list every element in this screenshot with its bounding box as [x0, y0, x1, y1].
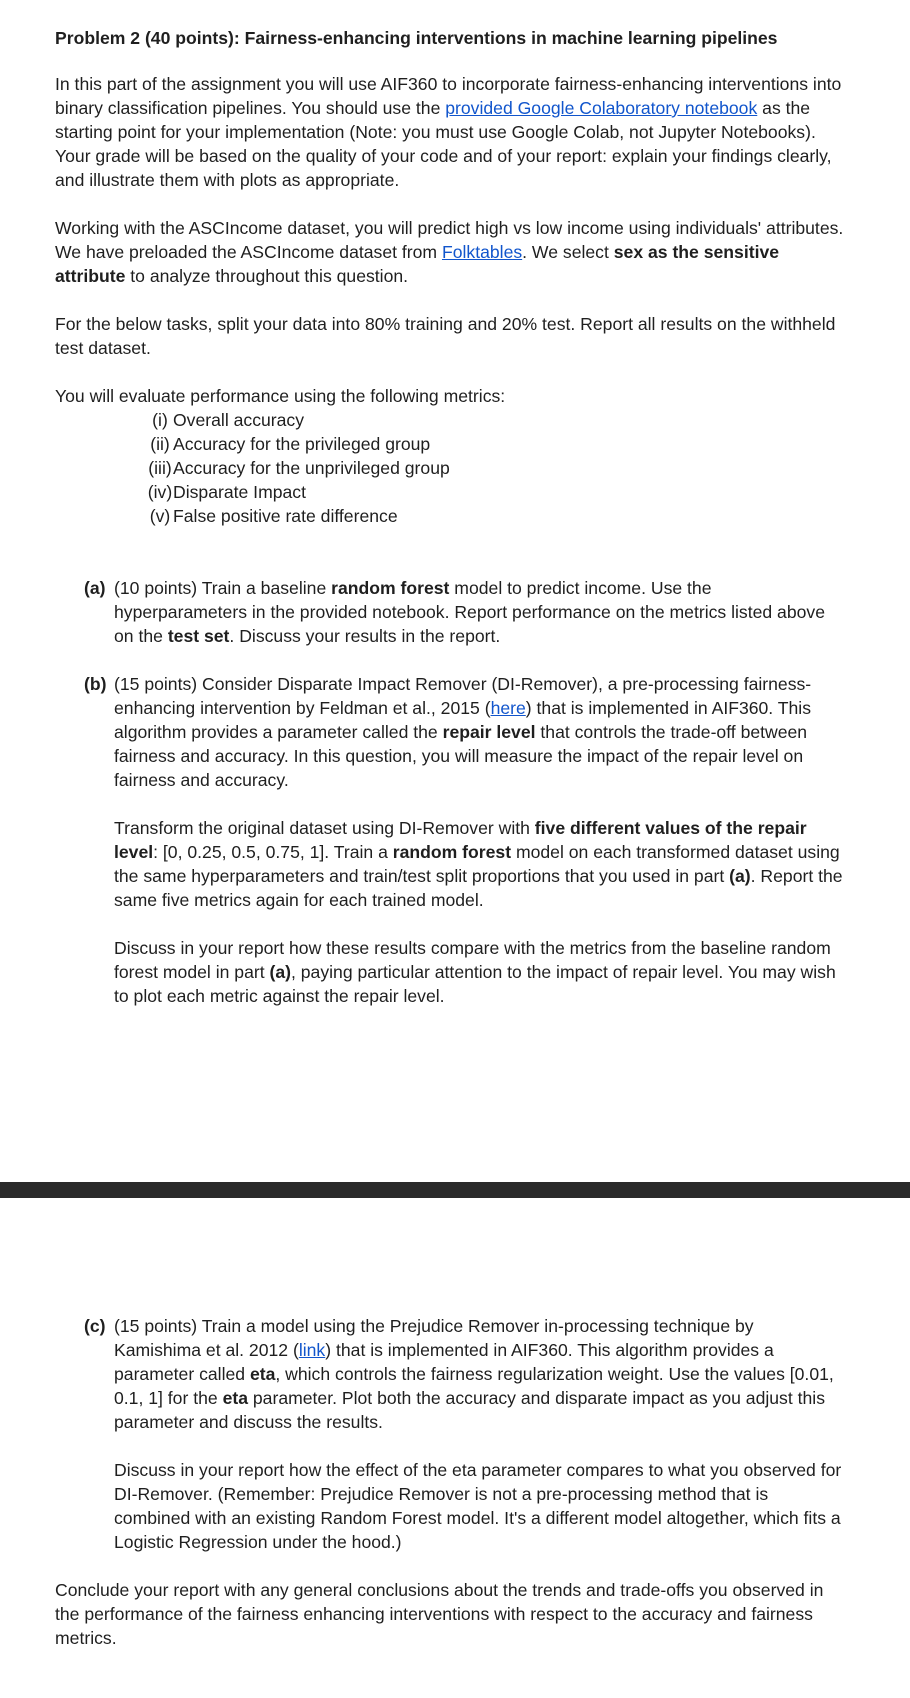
colab-notebook-link[interactable]: provided Google Colaboratory notebook: [445, 98, 758, 118]
list-item: (iii) Accuracy for the unprivileged group: [148, 458, 450, 478]
kamishima-paper-link[interactable]: link: [298, 1340, 326, 1360]
part-a-label: (a): [84, 578, 106, 598]
conclusion-paragraph: Conclude your report with any general conclusions about the trends and trade-offs you observed in the performance of the fairness enhancing interventions with respect to the accuracy and fairness metrics.: [55, 1580, 824, 1648]
intro-paragraph: In this part of the assignment you will use AIF360 to incorporate fairness-enhancing interventions into binary classification pipelines. You should use the provided Google Colaboratory notebook as the starting point for your implementation (Note: you must use Google Colab, not Jupyter Notebooks). Your grade will be based on the quality of your code and of your report: explain your findings clearly, and illustrate them with plots as appropriate.: [55, 74, 842, 190]
folktables-link[interactable]: Folktables: [441, 242, 523, 262]
part-c-paragraph-2: Discuss in your report how the effect of the eta parameter compares to what you observed for DI-Remover. (Remember: Prejudice Remover is not a pre-processing method that is combined with an existing Random Forest model. It's a different model altogether, which fits a Logistic Regression under the hood.): [114, 1460, 842, 1552]
list-item: (iv) Disparate Impact: [147, 482, 306, 502]
list-item: (v) False positive rate difference: [149, 506, 398, 526]
metrics-list: [55, 408, 845, 528]
dataset-paragraph: Working with the ASCIncome dataset, you will predict high vs low income using individuals' attributes. We have preloaded the ASCIncome dataset from Folktables. We select sex as the sensitive attribute to analyze throughout this question.: [55, 218, 844, 286]
page-break-divider: [0, 1182, 910, 1198]
split-paragraph: For the below tasks, split your data into 80% training and 20% test. Report all results on the withheld test dataset.: [55, 314, 836, 358]
part-b: [55, 672, 845, 1008]
feldman-paper-link[interactable]: here: [490, 698, 526, 718]
part-c-paragraph-1: (15 points) Train a model using the Prejudice Remover in-processing technique by Kamishima et al. 2012 (link) that is implemented in AIF360. This algorithm provides a parameter called eta, which controls the fairness regularization weight. Use the values [0.01, 0.1, 1] for the eta parameter. Plot both the accuracy and disparate impact as you adjust this parameter and discuss the results.: [114, 1316, 834, 1432]
document-page-2: [0, 1198, 910, 1698]
part-c-label: (c): [84, 1316, 106, 1336]
part-c: [55, 1314, 845, 1554]
part-b-paragraph-1: (15 points) Consider Disparate Impact Remover (DI-Remover), a pre-processing fairness-enhancing intervention by Feldman et al., 2015 (here) that is implemented in AIF360. This algorithm provides a parameter called the repair level that controls the trade-off between fairness and accuracy. In this question, you will measure the impact of the repair level on fairness and accuracy.: [114, 674, 812, 790]
part-b-paragraph-3: Discuss in your report how these results compare with the metrics from the baseline random forest model in part (a), paying particular attention to the impact of repair level. You may wish to plot each metric against the repair level.: [114, 938, 836, 1006]
part-a-text: (10 points) Train a baseline random forest model to predict income. Use the hyperparameters in the provided notebook. Report performance on the metrics listed above on the test set. Discuss your results in the report.: [114, 578, 825, 646]
list-item: (i) Overall accuracy: [152, 410, 305, 430]
problem-title: Problem 2 (40 points): Fairness-enhancing interventions in machine learning pipelines: [55, 28, 778, 48]
page-2-content: [55, 1314, 845, 1650]
part-b-label: (b): [84, 674, 107, 694]
page-1-content: [55, 26, 845, 1008]
metrics-intro: You will evaluate performance using the following metrics:: [55, 386, 506, 406]
part-b-paragraph-2: Transform the original dataset using DI-Remover with five different values of the repair level: [0, 0.25, 0.5, 0.75, 1]. Train a random forest model on each transformed dataset using the same hyperparameters and train/test split proportions that you used in part (a). Report the same five metrics again for each trained model.: [114, 818, 843, 910]
part-a: [55, 576, 845, 648]
list-item: (ii) Accuracy for the privileged group: [150, 434, 431, 454]
